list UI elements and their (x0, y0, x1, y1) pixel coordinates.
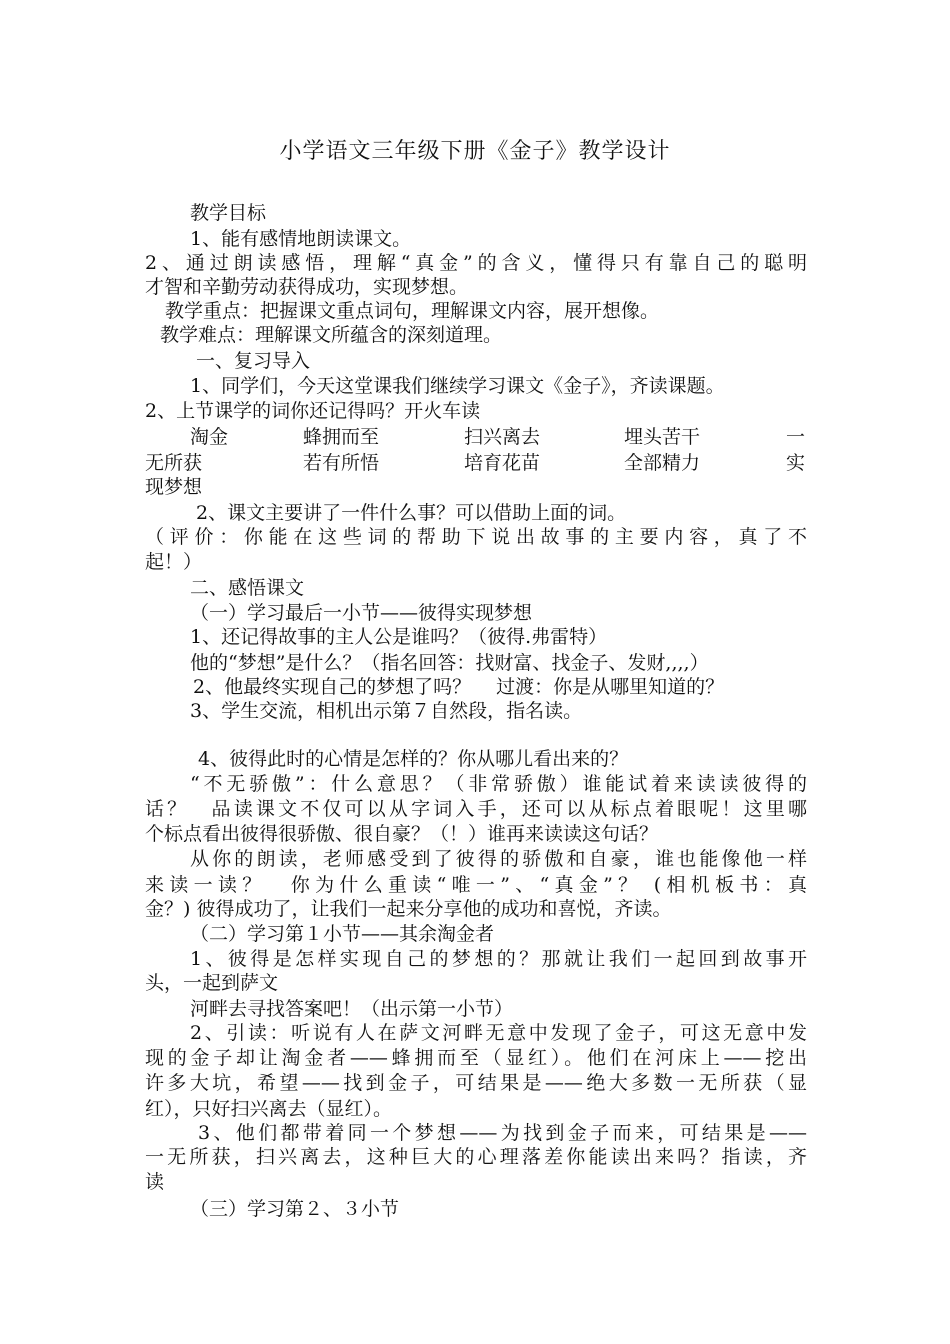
paragraph-line: 许多大坑，希望——找到金子，可结果是——绝大多数一无所获（显 (145, 1072, 807, 1094)
paragraph-line: （评价：你能在这些词的帮助下说出故事的主要内容，真了不 (145, 526, 807, 548)
paragraph-line: 才智和辛勤劳动获得成功，实现梦想。 (145, 276, 469, 298)
paragraph-line: 他的“梦想”是什么？（指名回答：找财富、找金子、发财,,,,） (190, 652, 709, 674)
paragraph-line: 河畔去寻找答案吧！（出示第一小节） (190, 998, 514, 1020)
paragraph-line: 3、他们都带着同一个梦想——为找到金子而来，可结果是—— (198, 1122, 807, 1144)
paragraph-line: 2、上节课学的词你还记得吗？开火车读 (145, 400, 481, 422)
paragraph-line: 1、彼得是怎样实现自己的梦想的？那就让我们一起回到故事开 (190, 948, 807, 970)
section-heading-review: 一、复习导入 (196, 350, 311, 372)
paragraph-line: 现的金子却让淘金者——蜂拥而至（显红）。他们在河床上——挖出 (145, 1047, 807, 1069)
paragraph-line-key-points: 教学重点：把握课文重点词句，理解课文内容，展开想像。 (165, 300, 660, 322)
paragraph-line: 2、课文主要讲了一件什么事？可以借助上面的词。 (196, 502, 627, 524)
vocab-word-fragment: 一 (786, 426, 806, 448)
paragraph-line: 2、引读：听说有人在萨文河畔无意中发现了金子，可这无意中发 (190, 1022, 807, 1044)
paragraph-line: 2、他最终实现自己的梦想了吗？ 过渡：你是从哪里知道的？ (193, 676, 725, 698)
paragraph-line: 2、通过朗读感悟，理解“真金”的含义，懂得只有靠自己的聪明 (145, 252, 807, 274)
vocab-word: 培育花苗 (464, 452, 541, 474)
document-title: 小学语文三年级下册《金子》教学设计 (279, 139, 671, 164)
paragraph-line: “不无骄傲”：什么意思？（非常骄傲）谁能试着来读读彼得的 (190, 773, 807, 795)
paragraph-line: 头，一起到萨文 (145, 972, 279, 994)
subsection-heading: （一）学习最后一小节——彼得实现梦想 (190, 602, 533, 624)
subsection-heading: （三）学习第２、３小节 (190, 1198, 400, 1220)
vocab-word: 无所获 (145, 452, 203, 474)
vocab-word: 埋头苦干 (624, 426, 701, 448)
paragraph-line: 一无所获，扫兴离去，这种巨大的心理落差你能读出来吗？指读，齐 (145, 1146, 807, 1168)
paragraph-line: 现梦想 (145, 476, 203, 498)
paragraph-line-difficulties: 教学难点：理解课文所蕴含的深刻道理。 (160, 324, 503, 346)
paragraph-line: 1、同学们，今天这堂课我们继续学习课文《金子》，齐读课题。 (190, 375, 725, 397)
vocab-word: 全部精力 (624, 452, 701, 474)
vocab-word: 淘金 (190, 426, 229, 448)
paragraph-line: 个标点看出彼得很骄傲、很自豪？（！）谁再来读读这句话？ (145, 823, 659, 845)
paragraph-line: 3、学生交流，相机出示第７自然段，指名读。 (190, 700, 583, 722)
vocab-word-fragment: 实 (786, 452, 806, 474)
paragraph-line: 1、还记得故事的主人公是谁吗？（彼得.弗雷特） (190, 626, 608, 648)
paragraph-line: 读 (145, 1171, 165, 1193)
section-heading-objectives: 教学目标 (190, 202, 267, 224)
paragraph-line: 红），只好扫兴离去（显红）。 (145, 1098, 393, 1120)
paragraph-line: 从你的朗读，老师感受到了彼得的骄傲和自豪，谁也能像他一样 (190, 848, 807, 870)
paragraph-line: 4、彼得此时的心情是怎样的？你从哪儿看出来的？ (198, 748, 629, 770)
paragraph-line: 来读一读？ 你为什么重读“唯一”、“真金”？ (相机板书：真 (145, 874, 807, 896)
vocab-word: 蜂拥而至 (303, 426, 380, 448)
paragraph-line: 1、能有感情地朗读课文。 (190, 228, 412, 250)
section-heading-comprehension: 二、感悟课文 (190, 577, 305, 599)
vocab-word: 若有所悟 (303, 452, 380, 474)
vocab-word: 扫兴离去 (464, 426, 541, 448)
paragraph-line: 金？) 彼得成功了，让我们一起来分享他的成功和喜悦，齐读。 (145, 898, 672, 920)
subsection-heading: （二）学习第１小节——其余淘金者 (190, 923, 495, 945)
paragraph-line: 话？ 品读课文不仅可以从字词入手，还可以从标点着眼呢！这里哪 (145, 798, 807, 820)
paragraph-line: 起！） (145, 551, 203, 573)
